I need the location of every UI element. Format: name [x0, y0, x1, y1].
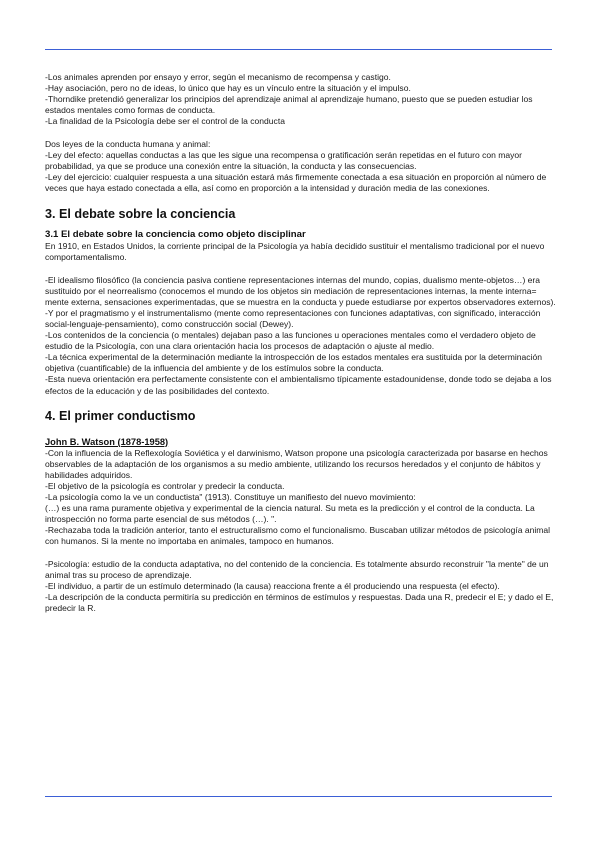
paragraph: -Hay asociación, pero no de ideas, lo único que hay es un vínculo entre la situación y el impulso.: [45, 83, 411, 94]
section-heading: 3. El debate sobre la conciencia: [45, 206, 236, 221]
paragraph: -Y por el pragmatismo y el instrumentalismo (mente como representaciones con funciones adaptativas, con significado, interacción social-lenguaje-pensamiento), como construcción social (Dewey).: [45, 307, 541, 329]
paragraph: -El objetivo de la psicología es controlar y predecir la conducta.: [45, 480, 285, 491]
subsection-heading: 3.1 El debate sobre la conciencia como objeto disciplinar: [45, 228, 306, 240]
paragraph: -La finalidad de la Psicología debe ser el control de la conducta: [45, 116, 285, 127]
paragraph: -Rechazaba toda la tradición anterior, tanto el estructuralismo como el funcionalismo. Buscaban utilizar métodos de psicología animal con humanos. Si la mente no importaba en animales, tampoco en humanos.: [45, 525, 551, 547]
paragraph: -Los contenidos de la conciencia (o mentales) dejaban paso a las funciones u operaciones mentales como el verdadero objeto de estudio de la Psicología, con una clara orientación hacia los procesos de adaptación o ajuste al medio.: [45, 330, 536, 352]
paragraph: -Ley del ejercicio: cualquier respuesta a una situación estará más firmemente conectada a esa situación en proporción al número de veces que haya estado conectada a ella, así como en proporción a la intensidad y duración media de las conexiones.: [45, 172, 547, 194]
paragraph: -La técnica experimental de la determinación mediante la introspección de los estados mentales era sustituida por la determinación objetiva (cuantificable) de la influencia del ambiente y de los estímulos sobre la conducta.: [45, 352, 542, 374]
paragraph: -La descripción de la conducta permitiría su predicción en términos de estímulos y respuestas. Dada una R, predecir el E; y dado el E, predecir la R.: [45, 592, 554, 614]
paragraph: -Con la influencia de la Reflexología Soviética y el darwinismo, Watson propone una psicología caracterizada por basarse en hechos observables de la adaptación de los organismos a su medio ambiente, utilizando los recursos heredados y el conjunto de hábitos y habilidades adquiridos.: [45, 447, 548, 480]
paragraph: (…) es una rama puramente objetiva y experimental de la ciencia natural. Su meta es la predicción y el control de la conducta. La introspección no forma parte esencial de sus métodos (…). ".: [45, 503, 535, 525]
author-heading: John B. Watson (1878-1958): [45, 436, 169, 447]
paragraph: -Psicología: estudio de la conducta adaptativa, no del contenido de la conciencia. Es totalmente absurdo reconstruir "la mente" de un animal tras su proceso de aprendizaje.: [45, 559, 549, 581]
paragraph: En 1910, en Estados Unidos, la corriente principal de la Psicología ya había decidido sustituir el mentalismo tradicional por el nuevo comportamentalismo.: [45, 240, 545, 263]
paragraph: -Thorndike pretendió generalizar los principios del aprendizaje animal al aprendizaje humano, puesto que se pueden estudiar los estados mentales como formas de conducta.: [45, 94, 533, 116]
paragraph: -Los animales aprenden por ensayo y error, según el mecanismo de recompensa y castigo.: [45, 72, 391, 82]
top-rule: [45, 49, 552, 50]
paragraph: -Esta nueva orientación era perfectamente consistente con el ambientalismo típicamente estadounidense, donde todo se dejaba a los efectos de la educación y de las posibilidades del contexto.: [45, 374, 552, 396]
document-body: [45, 72, 557, 614]
bottom-rule: [45, 796, 552, 797]
section-heading: 4. El primer conductismo: [45, 409, 196, 424]
paragraph: -El individuo, a partir de un estímulo determinado (la causa) reacciona frente a él produciendo una respuesta (el efecto).: [45, 581, 500, 592]
paragraph: -La psicología como la ve un conductista" (1913). Constituye un manifiesto del nuevo movimiento:: [45, 492, 416, 503]
paragraph: -Ley del efecto: aquellas conductas a las que les sigue una recompensa o gratificación serán repetidas en el futuro con mayor probabilidad, ya que se produce una conexión entre la situación, la conducta y las consecuencias.: [45, 150, 523, 172]
laws-title: Dos leyes de la conducta humana y animal:: [45, 138, 211, 149]
paragraph: -El idealismo filosófico (la conciencia pasiva contiene representaciones internas del mundo, copias, dualismo mente-objetos…) era sustituido por el neorrealismo (conocemos el mundo de los objetos sin mediación de representaciones internas, la mente interna= mente externa, sensaciones experimentadas, que se muestra en la conducta y puede estudiarse por expertos observadores externos).: [45, 274, 556, 307]
